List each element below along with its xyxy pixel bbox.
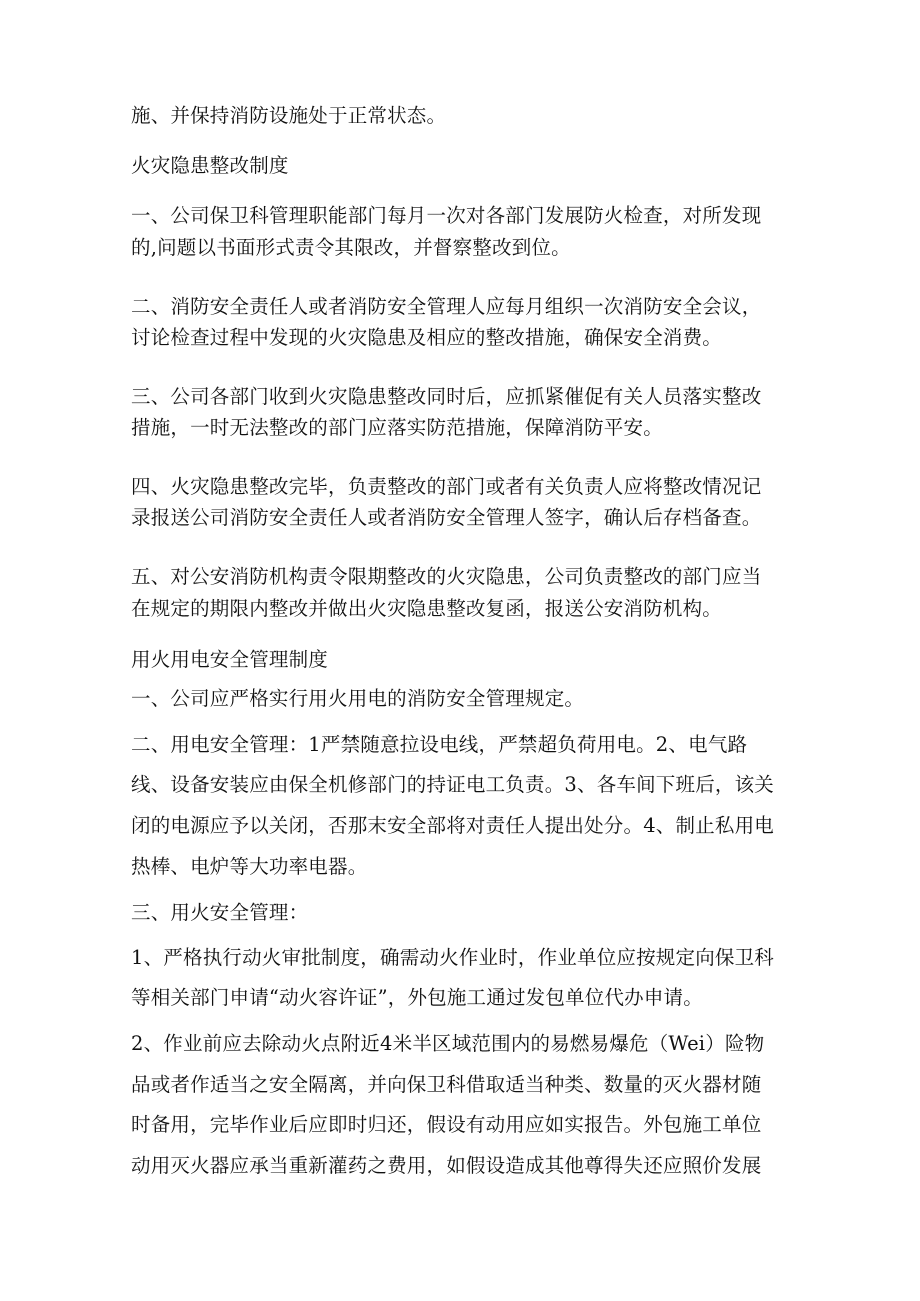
text-line: 措施，一时无法整改的部门应落实防范措施，保障消防平安。 <box>131 416 663 439</box>
text-line: 五、对公安消防机构责令限期整改的火灾隐患，公司负责整改的部门应当 <box>131 565 762 588</box>
text-line: 的,问题以书面形式责令其限改，并督察整改到位。 <box>131 236 571 259</box>
text-line: 施、并保持消防设施处于正常状态。 <box>131 104 447 127</box>
text-line: 2、作业前应去除动火点附近4米半区域范围内的易燃易爆危（Wei）险物 <box>131 1032 765 1055</box>
text-line: 线、设备安装应由保全机修部门的持证电工负责。3、各车间下班后，该关 <box>131 773 775 796</box>
text-line: 1、严格执行动火审批制度，确需动火作业时，作业单位应按规定向保卫科 <box>131 946 775 969</box>
text-line: 三、用火安全管理： <box>131 901 309 924</box>
section-heading: 火灾隐患整改制度 <box>131 154 289 177</box>
text-line: 一、公司保卫科管理职能部门每月一次对各部门发展防火检查，对所发现 <box>131 204 762 227</box>
text-line: 讨论检查过程中发现的火灾隐患及相应的整改措施，确保安全消费。 <box>131 326 723 349</box>
text-line: 等相关部门申请“动火容许证”，外包施工通过发包单位代办申请。 <box>131 986 703 1009</box>
section-heading: 用火用电安全管理制度 <box>131 648 329 671</box>
text-line: 录报送公司消防安全责任人或者消防安全管理人签字，确认后存档备查。 <box>131 506 762 529</box>
text-line: 热棒、电炉等大功率电器。 <box>131 855 368 878</box>
text-line: 二、用电安全管理：1严禁随意拉设电线，严禁超负荷用电。2、电气路 <box>131 733 748 756</box>
text-line: 一、公司应严格实行用火用电的消防安全管理规定。 <box>131 687 585 710</box>
text-line: 品或者作适当之安全隔离，并向保卫科借取适当种类、数量的灭火器材随 <box>131 1073 762 1096</box>
text-line: 动用灭火器应承当重新灌药之费用，如假设造成其他尊得失还应照价发展 <box>131 1154 762 1177</box>
text-line: 四、火灾隐患整改完毕，负责整改的部门或者有关负责人应将整改情况记 <box>131 475 762 498</box>
text-line: 在规定的期限内整改并做出火灾隐患整改复函，报送公安消防机构。 <box>131 597 723 620</box>
text-line: 三、公司各部门收到火灾隐患整改同时后，应抓紧催促有关人员落实整改 <box>131 385 762 408</box>
text-line: 时备用，完毕作业后应即时归还，假设有动用应如实报告。外包施工单位 <box>131 1113 762 1136</box>
text-line: 闭的电源应予以关闭，否那末安全部将对责任人提出处分。4、制止私用电 <box>131 814 775 837</box>
text-line: 二、消防安全责任人或者消防安全管理人应每月组织一次消防安全会议， <box>131 295 762 318</box>
